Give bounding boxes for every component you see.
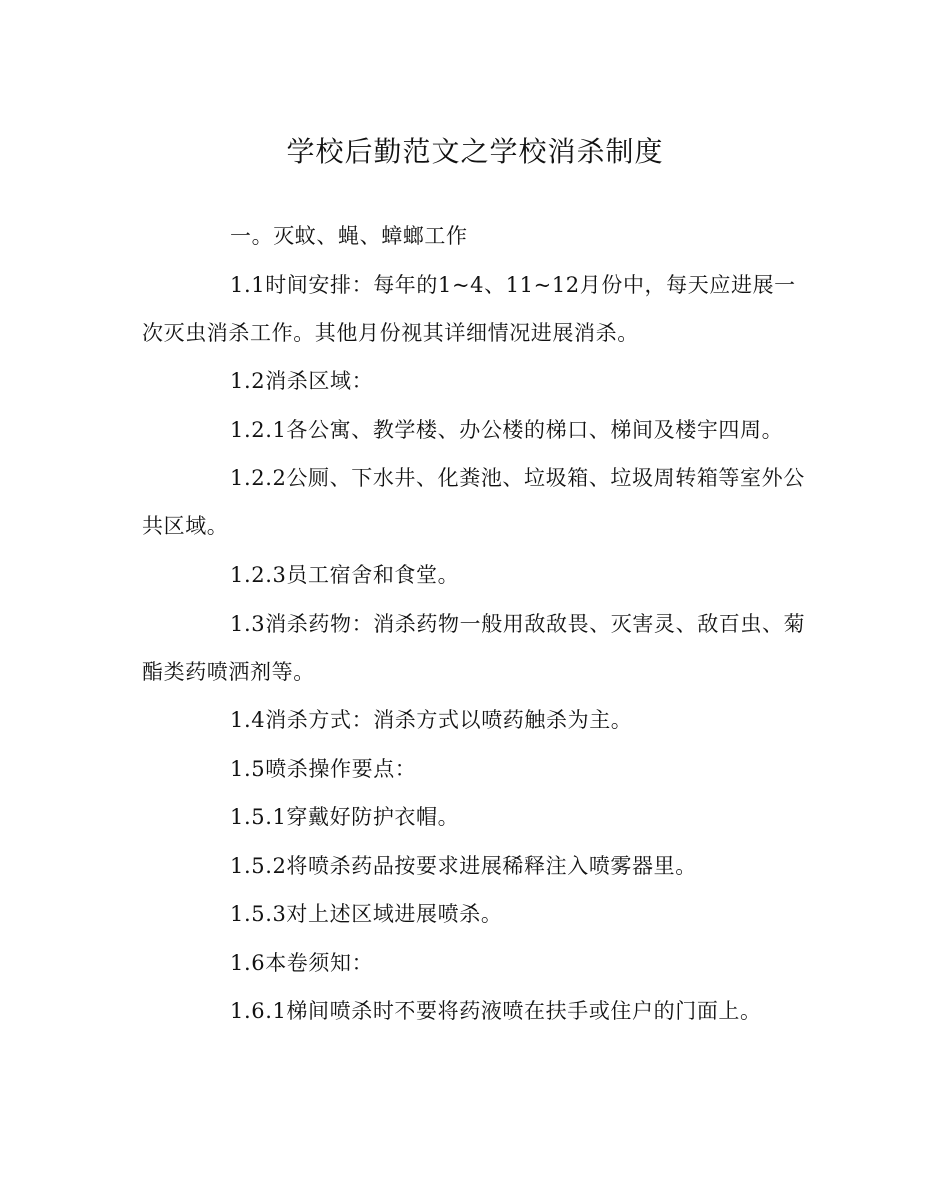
- paragraph-1-5-1: 1.5.1穿戴好防护衣帽。: [230, 805, 460, 829]
- paragraph-1-5-3: 1.5.3对上述区域进展喷杀。: [230, 902, 503, 926]
- paragraph-1-2-3: 1.2.3员工宿舍和食堂。: [230, 563, 460, 587]
- paragraph-1-2: 1.2消杀区域：: [230, 369, 374, 393]
- paragraph-1-1: 1.1时间安排：每年的1~4、11~12月份中，每天应进展一次灭虫消杀工作。其他月份视其详细情况进展消杀。: [142, 273, 796, 345]
- paragraph-1-2-2: 1.2.2公厕、下水井、化粪池、垃圾箱、垃圾周转箱等室外公共区域。: [142, 466, 805, 538]
- paragraph-1-6: 1.6本卷须知：: [230, 951, 374, 975]
- paragraph-1-6-1: 1.6.1梯间喷杀时不要将药液喷在扶手或住户的门面上。: [230, 999, 762, 1023]
- paragraph-1-2-1: 1.2.1各公寓、教学楼、办公楼的梯口、梯间及楼宇四周。: [230, 418, 784, 442]
- paragraph-1-5-2: 1.5.2将喷杀药品按要求进展稀释注入喷雾器里。: [230, 854, 697, 878]
- paragraph-1-5: 1.5喷杀操作要点：: [230, 757, 417, 781]
- paragraph-1-4: 1.4消杀方式：消杀方式以喷药触杀为主。: [230, 708, 633, 732]
- document-title: 学校后勤范文之学校消杀制度: [286, 135, 664, 168]
- section-heading: 一。灭蚊、蝇、蟑螂工作: [230, 224, 468, 248]
- paragraph-1-3: 1.3消杀药物：消杀药物一般用敌敌畏、灭害灵、敌百虫、菊酯类药喷洒剂等。: [142, 612, 806, 684]
